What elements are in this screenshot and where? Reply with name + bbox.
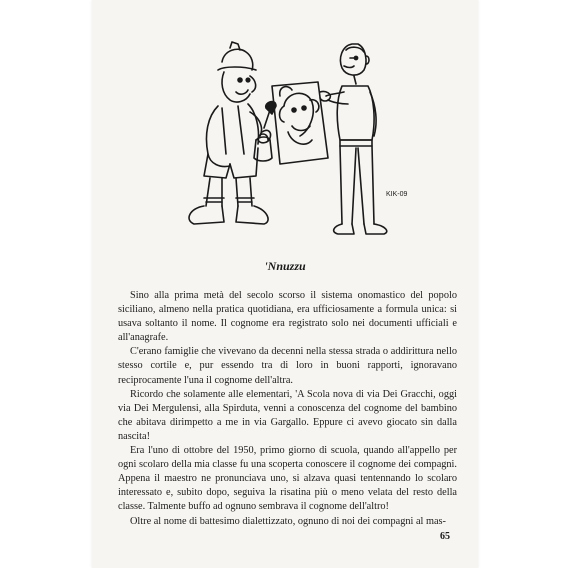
paragraph-5: Oltre al nome di battesimo dialettizzato, ognuno di noi dei compagni al mas- xyxy=(130,515,446,527)
cartoon-drawing xyxy=(160,36,436,244)
paragraph-2: C'erano famiglie che vivevano da decenni nella stessa strada o addirittura nello stesso cortile e, pur essendo tra di loro in buoni rapporti, ignoravano reciprocamente l'una il cognome dell'altra. xyxy=(118,346,457,386)
cartoon-illustration xyxy=(160,36,436,244)
paragraph-3: Ricordo che solamente alle elementari, 'A Scola nova di via Dei Gracchi, oggi via Dei Mergulensi, alla Spirduta, venni a conoscenza del cognome del bambino che abitava dirimpetto a me in via Gargallo. Eppure ci avevo giocato sin dalla nascita! xyxy=(118,388,457,442)
page-number: 65 xyxy=(440,531,450,542)
paragraph-4: Era l'uno di ottobre del 1950, primo giorno di scuola, quando all'appello per ogni scolaro della mia classe fu una scoperta conoscere il cognome dei compagni. Appena il maestro ne pronunciava uno, si alzava quasi tentennando lo scolaro interessato e, subito dopo, seguiva la risatina più o meno velata del resto della classe. Talmente buffo ad ognuno sembrava il cognome dell'altro! xyxy=(118,445,457,513)
paragraph-1: Sino alla prima metà del secolo scorso il sistema onomastico del popolo siciliano, almeno nella pratica quotidiana, era ufficiosamente a formula unica: si usava soltanto il nome. Il cognome era registrato solo nei documenti ufficiali e all'anagrafe. xyxy=(118,290,457,344)
artist-signature: KIK-09 xyxy=(386,191,408,198)
body-text xyxy=(118,289,457,529)
illustration-caption: 'Nnuzzu xyxy=(264,259,306,273)
